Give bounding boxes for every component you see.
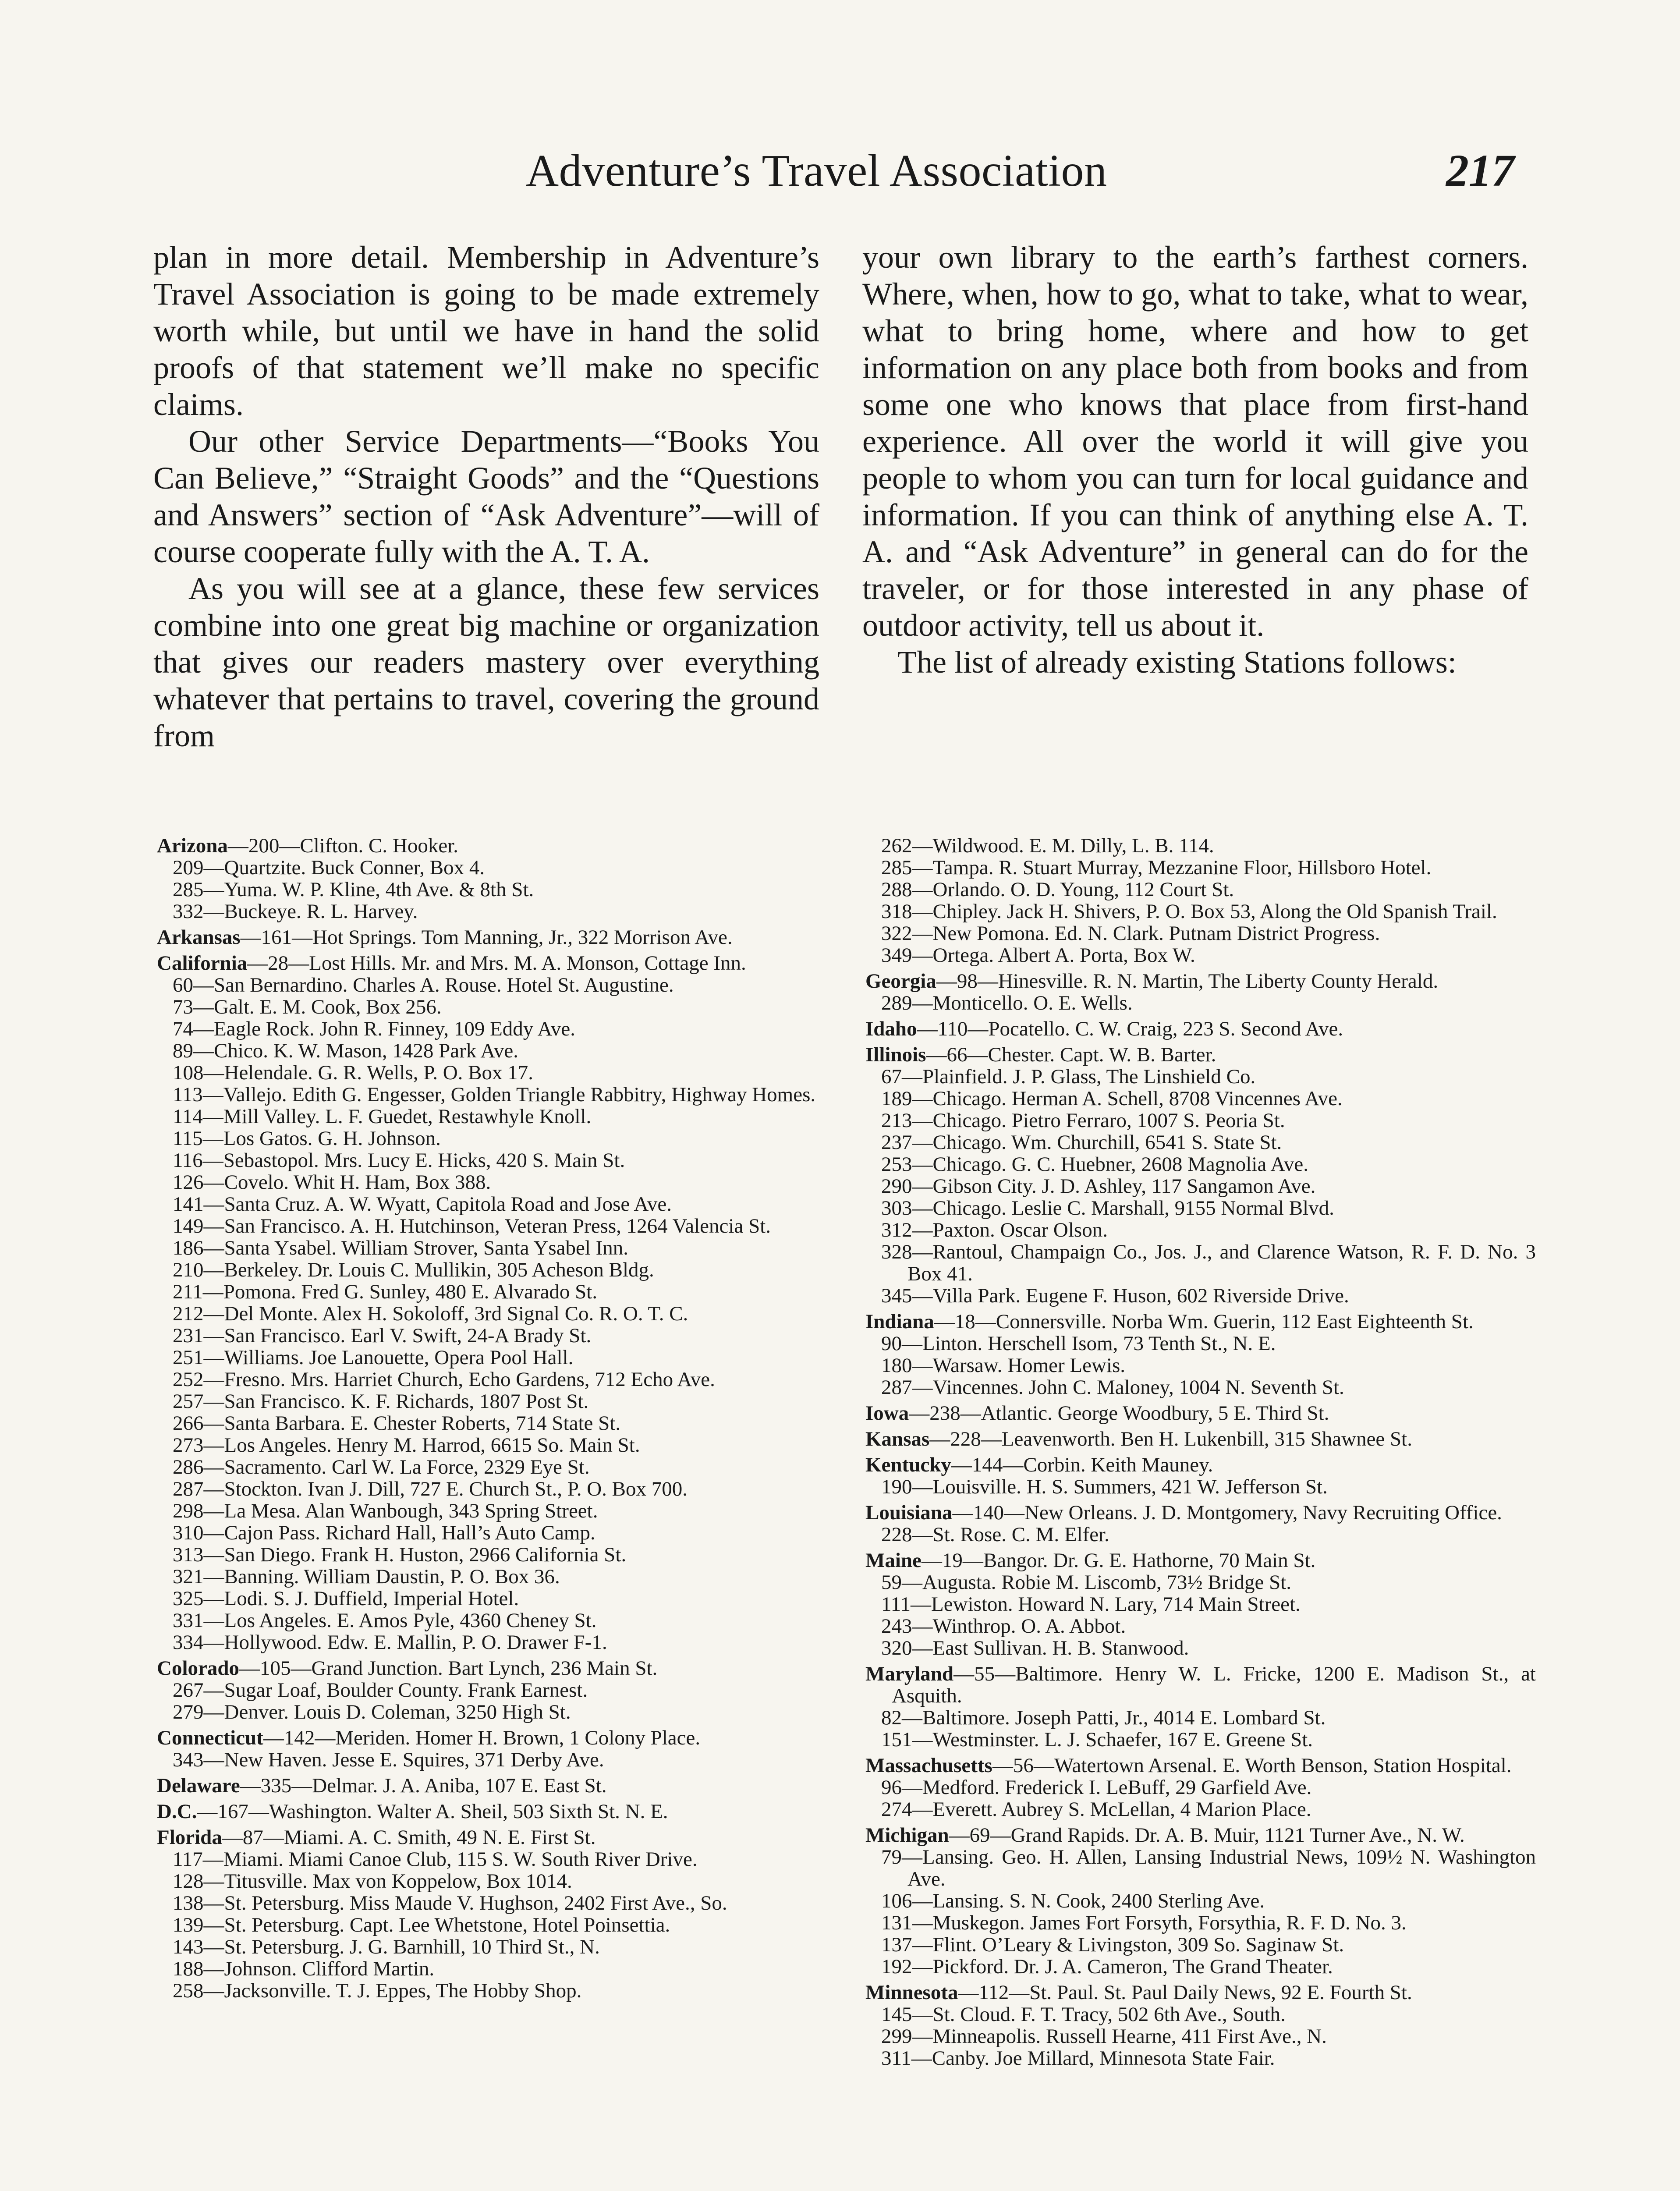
- state-name: Louisiana: [865, 1501, 953, 1524]
- station-entry: 151—Westminster. L. J. Schaefer, 167 E. Greene St.: [881, 1728, 1313, 1751]
- state-name: Arizona: [157, 834, 228, 857]
- state-block: [865, 970, 1536, 1014]
- state-first-entry: [157, 952, 827, 974]
- station-entry: 287—Stockton. Ivan J. Dill, 727 E. Church St., P. O. Box 700.: [173, 1478, 688, 1500]
- state-name: Delaware: [157, 1774, 240, 1797]
- station-text: —69—Grand Rapids. Dr. A. B. Muir, 1121 Turner Ave., N. W.: [949, 1824, 1465, 1847]
- state-first-entry: [865, 970, 1536, 992]
- station-entry: 186—Santa Ysabel. William Strover, Santa Ysabel Inn.: [173, 1237, 629, 1259]
- state-first-entry: [865, 1755, 1536, 1776]
- station-entry: 266—Santa Barbara. E. Chester Roberts, 714 State St.: [173, 1412, 621, 1435]
- state-first-entry: [865, 1824, 1536, 1846]
- station-entry: 285—Yuma. W. P. Kline, 4th Ave. & 8th St.: [173, 878, 534, 901]
- station-text: —87—Miami. A. C. Smith, 49 N. E. First St.: [222, 1826, 596, 1849]
- station-entry: 149—San Francisco. A. H. Hutchinson, Veteran Press, 1264 Valencia St.: [173, 1215, 771, 1237]
- state-first-entry: [865, 1402, 1536, 1424]
- state-block: [865, 1311, 1536, 1398]
- station-entry: 138—St. Petersburg. Miss Maude V. Hughson, 2402 First Ave., So.: [173, 1892, 727, 1914]
- station-entry: 258—Jacksonville. T. J. Eppes, The Hobby Shop.: [173, 1979, 582, 2002]
- state-first-entry: [865, 1982, 1536, 2003]
- state-first-entry: [865, 1311, 1536, 1333]
- state-block: [157, 952, 827, 1653]
- station-entry: 311—Canby. Joe Millard, Minnesota State Fair.: [881, 2047, 1275, 2070]
- station-text: —200—Clifton. C. Hooker.: [227, 834, 459, 857]
- state-name: Massachusetts: [865, 1754, 992, 1777]
- station-text: —66—Chester. Capt. W. B. Barter.: [926, 1043, 1216, 1066]
- state-first-entry: [157, 835, 827, 857]
- essay-paragraph: The list of already existing Stations follows:: [897, 645, 1457, 680]
- station-entry: 189—Chicago. Herman A. Schell, 8708 Vincennes Ave.: [881, 1087, 1343, 1110]
- station-entry: 82—Baltimore. Joseph Patti, Jr., 4014 E. Lombard St.: [881, 1706, 1326, 1729]
- state-first-entry: [157, 1801, 827, 1822]
- station-entry: 253—Chicago. G. C. Huebner, 2608 Magnolia Ave.: [881, 1153, 1308, 1176]
- station-text: —112—St. Paul. St. Paul Daily News, 92 E. Fourth St.: [958, 1981, 1412, 2004]
- station-text: —28—Lost Hills. Mr. and Mrs. M. A. Monson, Cottage Inn.: [247, 952, 746, 975]
- station-entry: 106—Lansing. S. N. Cook, 2400 Sterling Ave.: [881, 1890, 1265, 1912]
- stations-column-left: [157, 835, 827, 2006]
- station-entry: 79—Lansing. Geo. H. Allen, Lansing Industrial News, 109½ N. Washington Ave.: [881, 1846, 1536, 1890]
- station-entry: 90—Linton. Herschell Isom, 73 Tenth St., N. E.: [881, 1332, 1276, 1355]
- station-entry: 212—Del Monte. Alex H. Sokoloff, 3rd Signal Co. R. O. T. C.: [173, 1302, 688, 1325]
- station-text: —335—Delmar. J. A. Aniba, 107 E. East St.: [240, 1774, 607, 1797]
- station-entry: 299—Minneapolis. Russell Hearne, 411 First Ave., N.: [881, 2025, 1327, 2048]
- state-block: [157, 835, 827, 922]
- station-entry: 180—Warsaw. Homer Lewis.: [881, 1354, 1126, 1377]
- state-block: [157, 1826, 827, 2002]
- station-entry: 137—Flint. O’Leary & Livingston, 309 So. Saginaw St.: [881, 1933, 1344, 1956]
- state-name: Florida: [157, 1826, 222, 1849]
- station-entry: 287—Vincennes. John C. Maloney, 1004 N. Seventh St.: [881, 1376, 1344, 1399]
- station-entry: 328—Rantoul, Champaign Co., Jos. J., and Clarence Watson, R. F. D. No. 3 Box 41.: [881, 1241, 1536, 1285]
- state-name: Michigan: [865, 1824, 949, 1847]
- station-entry: 111—Lewiston. Howard N. Lary, 714 Main Street.: [881, 1593, 1301, 1616]
- state-first-entry: [157, 926, 827, 948]
- station-text: —19—Bangor. Dr. G. E. Hathorne, 70 Main St.: [921, 1549, 1316, 1572]
- state-first-entry: [865, 1044, 1536, 1066]
- running-header: Adventure’s Travel Association: [526, 145, 1107, 196]
- station-entry: 290—Gibson City. J. D. Ashley, 117 Sangamon Ave.: [881, 1175, 1316, 1198]
- essay-paragraph: your own library to the earth’s farthest corners. Where, when, how to go, what to take, what to wear, what to bring home, where and how to get information on any place both from books and from some one who knows that place from first-hand experience. All over the world it will give you people to whom you can turn for local guidance and information. If you can think of anything else A. T. A. and “Ask Adventure” in general can do for the traveler, or for those interested in any phase of outdoor activity, tell us about it.: [862, 240, 1528, 643]
- state-block: [865, 1824, 1536, 1978]
- station-entry: 143—St. Petersburg. J. G. Barnhill, 10 Third St., N.: [173, 1936, 600, 1958]
- state-name: Arkansas: [157, 926, 241, 949]
- station-entry: 89—Chico. K. W. Mason, 1428 Park Ave.: [173, 1039, 518, 1062]
- station-entry: 128—Titusville. Max von Koppelow, Box 1014.: [173, 1870, 572, 1893]
- station-text: —238—Atlantic. George Woodbury, 5 E. Third St.: [909, 1402, 1329, 1425]
- station-entry: 115—Los Gatos. G. H. Johnson.: [173, 1127, 441, 1150]
- station-entry: 74—Eagle Rock. John R. Finney, 109 Eddy Ave.: [173, 1018, 576, 1040]
- station-entry: 321—Banning. William Daustin, P. O. Box 36.: [173, 1565, 560, 1588]
- station-entry: 288—Orlando. O. D. Young, 112 Court St.: [881, 878, 1234, 901]
- station-entry: 298—La Mesa. Alan Wanbough, 343 Spring Street.: [173, 1500, 598, 1522]
- state-block: [865, 1549, 1536, 1659]
- essay-paragraph: As you will see at a glance, these few services combine into one great big machine or organization that gives our readers mastery over everything whatever that pertains to travel, covering the ground from: [153, 571, 819, 753]
- station-entry: 96—Medford. Frederick I. LeBuff, 29 Garfield Ave.: [881, 1776, 1312, 1799]
- station-entry: 116—Sebastopol. Mrs. Lucy E. Hicks, 420 S. Main St.: [173, 1149, 625, 1172]
- station-entry: 257—San Francisco. K. F. Richards, 1807 Post St.: [173, 1390, 589, 1413]
- station-entry: 262—Wildwood. E. M. Dilly, L. B. 114.: [881, 834, 1214, 857]
- station-entry: 313—San Diego. Frank H. Huston, 2966 California St.: [173, 1543, 627, 1566]
- station-entry: 252—Fresno. Mrs. Harriet Church, Echo Gardens, 712 Echo Ave.: [173, 1368, 715, 1391]
- station-text: —105—Grand Junction. Bart Lynch, 236 Main St.: [239, 1657, 658, 1680]
- state-name: Kentucky: [865, 1454, 951, 1476]
- station-entry: 279—Denver. Louis D. Coleman, 3250 High St.: [173, 1701, 571, 1723]
- state-first-entry: [157, 1826, 827, 1848]
- station-entry: 325—Lodi. S. J. Duffield, Imperial Hotel.: [173, 1587, 519, 1610]
- station-entry: 213—Chicago. Pietro Ferraro, 1007 S. Peoria St.: [881, 1109, 1285, 1132]
- station-text: —161—Hot Springs. Tom Manning, Jr., 322 Morrison Ave.: [240, 926, 733, 949]
- station-entry: 188—Johnson. Clifford Martin.: [173, 1957, 435, 1980]
- state-first-entry: [865, 1018, 1536, 1040]
- station-text: —144—Corbin. Keith Mauney.: [951, 1454, 1213, 1476]
- station-text: —55—Baltimore. Henry W. L. Fricke, 1200 E. Madison St., at Asquith.: [892, 1663, 1536, 1707]
- station-entry: 59—Augusta. Robie M. Liscomb, 73½ Bridge St.: [881, 1571, 1292, 1594]
- station-entry: 274—Everett. Aubrey S. McLellan, 4 Marion Place.: [881, 1798, 1311, 1821]
- state-name: Maine: [865, 1549, 922, 1572]
- essay-column-left: [153, 239, 819, 754]
- station-entry: 73—Galt. E. M. Cook, Box 256.: [173, 996, 442, 1018]
- station-entry: 331—Los Angeles. E. Amos Pyle, 4360 Cheney St.: [173, 1609, 597, 1632]
- station-entry: 114—Mill Valley. L. F. Guedet, Restawhyle Knoll.: [173, 1105, 592, 1128]
- station-entry: 131—Muskegon. James Fort Forsyth, Forsythia, R. F. D. No. 3.: [881, 1911, 1407, 1934]
- state-first-entry: [865, 1663, 1536, 1707]
- station-entry: 210—Berkeley. Dr. Louis C. Mullikin, 305 Acheson Bldg.: [173, 1259, 654, 1281]
- state-name: Colorado: [157, 1657, 239, 1680]
- station-entry: 345—Villa Park. Eugene F. Huson, 602 Riverside Drive.: [881, 1284, 1349, 1307]
- station-entry: 231—San Francisco. Earl V. Swift, 24-A Brady St.: [173, 1324, 592, 1347]
- station-entry: 303—Chicago. Leslie C. Marshall, 9155 Normal Blvd.: [881, 1197, 1334, 1220]
- state-name: Minnesota: [865, 1981, 958, 2004]
- page-number: 217: [1446, 145, 1514, 196]
- state-block: [865, 835, 1536, 966]
- station-entry: 343—New Haven. Jesse E. Squires, 371 Derby Ave.: [173, 1748, 604, 1771]
- station-entry: 145—St. Cloud. F. T. Tracy, 502 6th Ave., South.: [881, 2003, 1286, 2026]
- state-block: [865, 1428, 1536, 1450]
- state-block: [865, 1755, 1536, 1820]
- station-text: —228—Leavenworth. Ben H. Lukenbill, 315 Shawnee St.: [929, 1428, 1412, 1450]
- state-first-entry: [157, 1775, 827, 1797]
- state-first-entry: [157, 1727, 827, 1749]
- station-entry: 318—Chipley. Jack H. Shivers, P. O. Box 53, Along the Old Spanish Trail.: [881, 900, 1497, 923]
- station-entry: 310—Cajon Pass. Richard Hall, Hall’s Auto Camp.: [173, 1521, 595, 1544]
- state-name: Idaho: [865, 1018, 917, 1040]
- state-block: [865, 1502, 1536, 1546]
- state-name: Indiana: [865, 1310, 934, 1333]
- state-block: [865, 1982, 1536, 2069]
- station-text: —110—Pocatello. C. W. Craig, 223 S. Second Ave.: [917, 1018, 1343, 1040]
- station-entry: 322—New Pomona. Ed. N. Clark. Putnam District Progress.: [881, 922, 1380, 945]
- state-name: Kansas: [865, 1428, 930, 1450]
- state-name: D.C.: [157, 1800, 197, 1823]
- station-text: —167—Washington. Walter A. Sheil, 503 Sixth St. N. E.: [197, 1800, 668, 1823]
- state-block: [865, 1454, 1536, 1498]
- state-block: [157, 1727, 827, 1771]
- station-entry: 312—Paxton. Oscar Olson.: [881, 1219, 1108, 1241]
- state-first-entry: [157, 1657, 827, 1679]
- state-name: Connecticut: [157, 1727, 263, 1749]
- state-first-entry: [865, 1502, 1536, 1524]
- essay-column-right: [862, 239, 1528, 681]
- station-text: —18—Connersville. Norba Wm. Guerin, 112 East Eighteenth St.: [934, 1310, 1474, 1333]
- station-entry: 228—St. Rose. C. M. Elfer.: [881, 1523, 1109, 1546]
- station-entry: 332—Buckeye. R. L. Harvey.: [173, 900, 418, 923]
- station-entry: 211—Pomona. Fred G. Sunley, 480 E. Alvarado St.: [173, 1280, 598, 1303]
- station-entry: 113—Vallejo. Edith G. Engesser, Golden Triangle Rabbitry, Highway Homes.: [173, 1083, 816, 1106]
- station-entry: 190—Louisville. H. S. Summers, 421 W. Jefferson St.: [881, 1475, 1328, 1498]
- station-entry: 289—Monticello. O. E. Wells.: [881, 992, 1133, 1014]
- state-block: [865, 1018, 1536, 1040]
- station-entry: 141—Santa Cruz. A. W. Wyatt, Capitola Road and Jose Ave.: [173, 1193, 672, 1216]
- stations-column-right: [865, 835, 1536, 2073]
- state-block: [157, 1775, 827, 1797]
- state-block: [157, 1657, 827, 1723]
- station-entry: 273—Los Angeles. Henry M. Harrod, 6615 So. Main St.: [173, 1434, 640, 1457]
- station-entry: 243—Winthrop. O. A. Abbot.: [881, 1615, 1126, 1638]
- station-text: —140—New Orleans. J. D. Montgomery, Navy Recruiting Office.: [952, 1501, 1502, 1524]
- state-block: [865, 1663, 1536, 1751]
- state-name: Illinois: [865, 1043, 926, 1066]
- state-first-entry: [865, 1549, 1536, 1571]
- state-block: [157, 926, 827, 948]
- station-entry: 237—Chicago. Wm. Churchill, 6541 S. State St.: [881, 1131, 1282, 1154]
- station-entry: 67—Plainfield. J. P. Glass, The Linshield Co.: [881, 1065, 1256, 1088]
- state-block: [157, 1801, 827, 1822]
- station-entry: 267—Sugar Loaf, Boulder County. Frank Earnest.: [173, 1679, 588, 1702]
- station-entry: 209—Quartzite. Buck Conner, Box 4.: [173, 856, 485, 879]
- state-first-entry: [865, 1428, 1536, 1450]
- state-name: Iowa: [865, 1402, 909, 1425]
- station-entry: 349—Ortega. Albert A. Porta, Box W.: [881, 944, 1195, 967]
- state-name: California: [157, 952, 248, 975]
- state-name: Maryland: [865, 1663, 954, 1685]
- station-entry: 117—Miami. Miami Canoe Club, 115 S. W. South River Drive.: [173, 1848, 698, 1871]
- station-entry: 108—Helendale. G. R. Wells, P. O. Box 17.: [173, 1061, 534, 1084]
- state-block: [865, 1044, 1536, 1307]
- station-entry: 285—Tampa. R. Stuart Murray, Mezzanine Floor, Hillsboro Hotel.: [881, 856, 1432, 879]
- station-entry: 192—Pickford. Dr. J. A. Cameron, The Grand Theater.: [881, 1955, 1333, 1978]
- station-entry: 139—St. Petersburg. Capt. Lee Whetstone, Hotel Poinsettia.: [173, 1914, 670, 1936]
- station-entry: 60—San Bernardino. Charles A. Rouse. Hotel St. Augustine.: [173, 974, 674, 996]
- station-entry: 286—Sacramento. Carl W. La Force, 2329 Eye St.: [173, 1456, 590, 1478]
- station-entry: 320—East Sullivan. H. B. Stanwood.: [881, 1637, 1189, 1659]
- station-text: —98—Hinesville. R. N. Martin, The Liberty County Herald.: [936, 970, 1439, 993]
- station-entry: 334—Hollywood. Edw. E. Mallin, P. O. Drawer F-1.: [173, 1631, 607, 1654]
- state-block: [865, 1402, 1536, 1424]
- station-text: —142—Meriden. Homer H. Brown, 1 Colony Place.: [263, 1727, 701, 1749]
- essay-paragraph: plan in more detail. Membership in Adventure’s Travel Association is going to be made extremely worth while, but until we have in hand the solid proofs of that statement we’ll make no specific claims.: [153, 240, 819, 422]
- station-text: —56—Watertown Arsenal. E. Worth Benson, Station Hospital.: [992, 1754, 1512, 1777]
- essay-paragraph: Our other Service Departments—“Books You Can Believe,” “Straight Goods” and the “Questions and Answers” section of “Ask Adventure”—will of course cooperate fully with the A. T. A.: [153, 424, 819, 569]
- station-entry: 126—Covelo. Whit H. Ham, Box 388.: [173, 1171, 491, 1194]
- state-first-entry: [865, 1454, 1536, 1476]
- state-name: Georgia: [865, 970, 936, 993]
- station-entry: 251—Williams. Joe Lanouette, Opera Pool Hall.: [173, 1346, 574, 1369]
